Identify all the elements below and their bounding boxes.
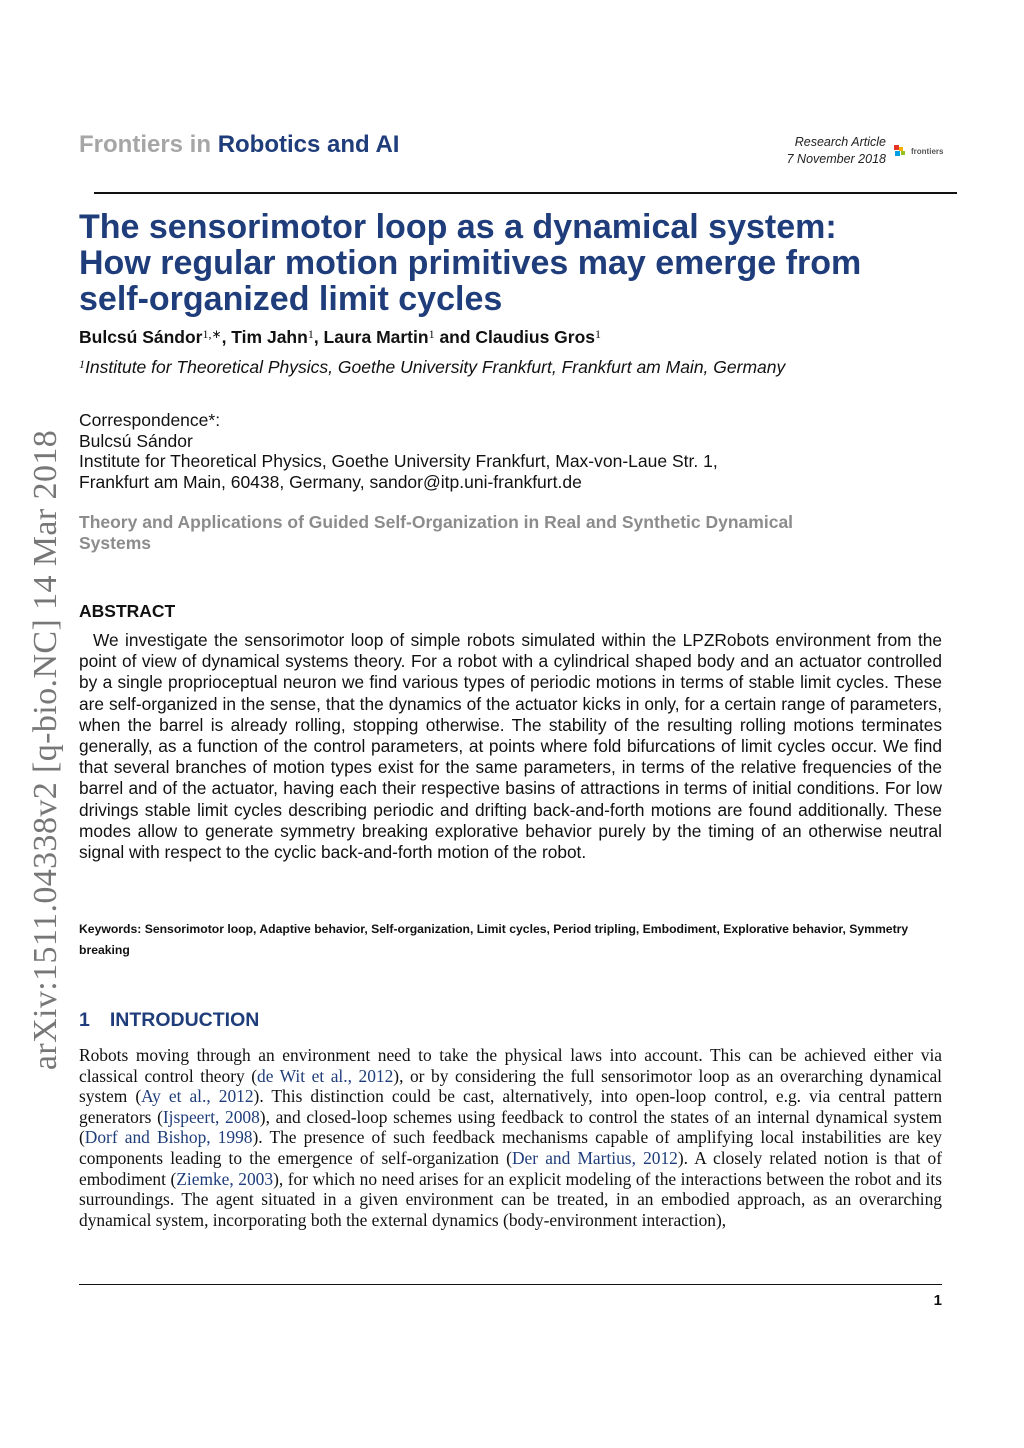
citation-link[interactable]: Dorf and Bishop, 1998 (84, 1127, 253, 1148)
author-separator: and (434, 327, 476, 347)
intro-text: ). The presence of such feedback mechanisms capable of amplifying local instabilities are key components leading to the emergence of self-organization ( (79, 1127, 943, 1168)
correspondence-address-2: Frankfurt am Main, 60438, Germany, sandor@itp.uni-frankfurt.de (79, 471, 582, 492)
author-affiliation-mark: 1 (428, 327, 435, 341)
correspondence (79, 410, 718, 492)
journal-title: Robotics and AI (217, 131, 400, 158)
intro-text: ), or by considering the full sensorimotor loop as an overarching dynamical system ( (79, 1065, 942, 1107)
author-separator: , (221, 327, 232, 347)
correspondence-name: Bulcsú Sándor (79, 430, 193, 451)
paper-title: The sensorimotor loop as a dynamical system: How regular motion primitives may emerge from self-organized limit cycles (79, 208, 862, 318)
citation-link[interactable]: Ziemke, 2003 (176, 1168, 274, 1189)
journal-prefix: Frontiers in (79, 131, 212, 158)
author-affiliation-mark: 1,∗ (202, 327, 222, 341)
arxiv-stamp: arXiv:1511.04338v2 [q-bio.NC] 14 Mar 2018 (27, 429, 64, 1071)
author-list (79, 327, 601, 348)
journal-name (79, 131, 399, 159)
correspondence-address-1: Institute for Theoretical Physics, Goethe University Frankfurt, Max-von-Laue Str. 1, (79, 451, 718, 471)
intro-text: ), and closed-loop schemes using feedback to control the states of an internal dynamical system ( (79, 1106, 942, 1148)
keywords-text: Sensorimotor loop, Adaptive behavior, Self-organization, Limit cycles, Period tripling, Embodiment, Explorative behavior, Symmetry breaking (79, 922, 909, 957)
author: Claudius Gros (475, 327, 596, 347)
frontiers-logo-text: frontiers (911, 146, 944, 156)
intro-text: ), for which no need arises for an explicit modeling of the interactions between the robot and its surroundings. The agent situated in a given environment can be treated, in an embodied approach, as an overarching dynamical system, incorporating both the external dynamics (body-environment interaction), (79, 1168, 942, 1230)
section-title: INTRODUCTION (109, 1009, 260, 1031)
author: Laura Martin (323, 327, 429, 347)
intro-text: ). A closely related notion is that of embodiment ( (79, 1147, 942, 1189)
abstract-text: We investigate the sensorimotor loop of simple robots simulated within the LPZRobots environment from the point of view of dynamical systems theory. For a robot with a cylindrical shaped body and an actuator controlled by a single proprioceptual neuron we find various types of periodic motions in terms of stable limit cycles. These are self-organized in the sense, that the dynamics of the actuator kicks in only, for a certain range of parameters, when the barrel is already rolling, stopping otherwise. The stability of the resulting rolling motions terminates generally, as a function of the control parameters, at points where fold bifurcations of limit cycles occur. We find that several branches of motion types exist for the same parameters, in terms of the relative frequencies of the barrel and of the actuator, having each their respective basins of attractions in terms of initial conditions. For low drivings stable limit cycles describing periodic and drifting back-and-forth motions are found additionally. These modes allow to generate symmetry breaking explorative behavior purely by the timing of an otherwise neutral signal with respect to the cyclic back-and-forth motion of the robot. (79, 630, 942, 863)
citation-link[interactable]: Ay et al., 2012 (141, 1086, 254, 1107)
article-date: 7 November 2018 (786, 152, 886, 166)
author: Bulcsú Sándor (79, 327, 203, 347)
research-topic: Theory and Applications of Guided Self-Organization in Real and Synthetic Dynamical Systems (79, 512, 794, 553)
frontiers-logo-icon (894, 145, 908, 157)
frontiers-logo (894, 145, 943, 157)
citation-link[interactable]: Der and Martius, 2012 (511, 1147, 678, 1168)
affiliation-text: Institute for Theoretical Physics, Goethe University Frankfurt, Frankfurt am Main, Germany (85, 357, 786, 377)
section-heading (79, 1009, 259, 1032)
article-meta (787, 134, 886, 168)
section-number: 1 (79, 1009, 90, 1031)
author: Tim Jahn (231, 327, 308, 347)
author-separator: , (313, 327, 324, 347)
keywords-label: Keywords: (79, 922, 142, 936)
affiliation (79, 357, 859, 380)
citation-link[interactable]: Ijspeert, 2008 (162, 1106, 260, 1127)
author-affiliation-mark: 1 (595, 327, 602, 341)
keywords (79, 919, 942, 961)
citation-link[interactable]: de Wit et al., 2012 (257, 1065, 394, 1086)
abstract-heading: ABSTRACT (79, 601, 176, 621)
page-number: 1 (933, 1292, 942, 1309)
intro-text: ). This distinction could be cast, alternatively, into open-loop control, e.g. via central pattern generators ( (79, 1086, 943, 1127)
author-affiliation-mark: 1 (307, 327, 314, 341)
correspondence-label: Correspondence*: (79, 410, 221, 430)
footer-rule (79, 1284, 942, 1285)
affiliation-mark: 1 (79, 357, 85, 371)
header-rule (94, 192, 957, 194)
intro-text: Robots moving through an environment need to take the physical laws into account. This can be achieved either via classical control theory ( (79, 1045, 942, 1086)
intro-paragraph (79, 1045, 942, 1230)
article-type: Research Article (794, 135, 886, 149)
